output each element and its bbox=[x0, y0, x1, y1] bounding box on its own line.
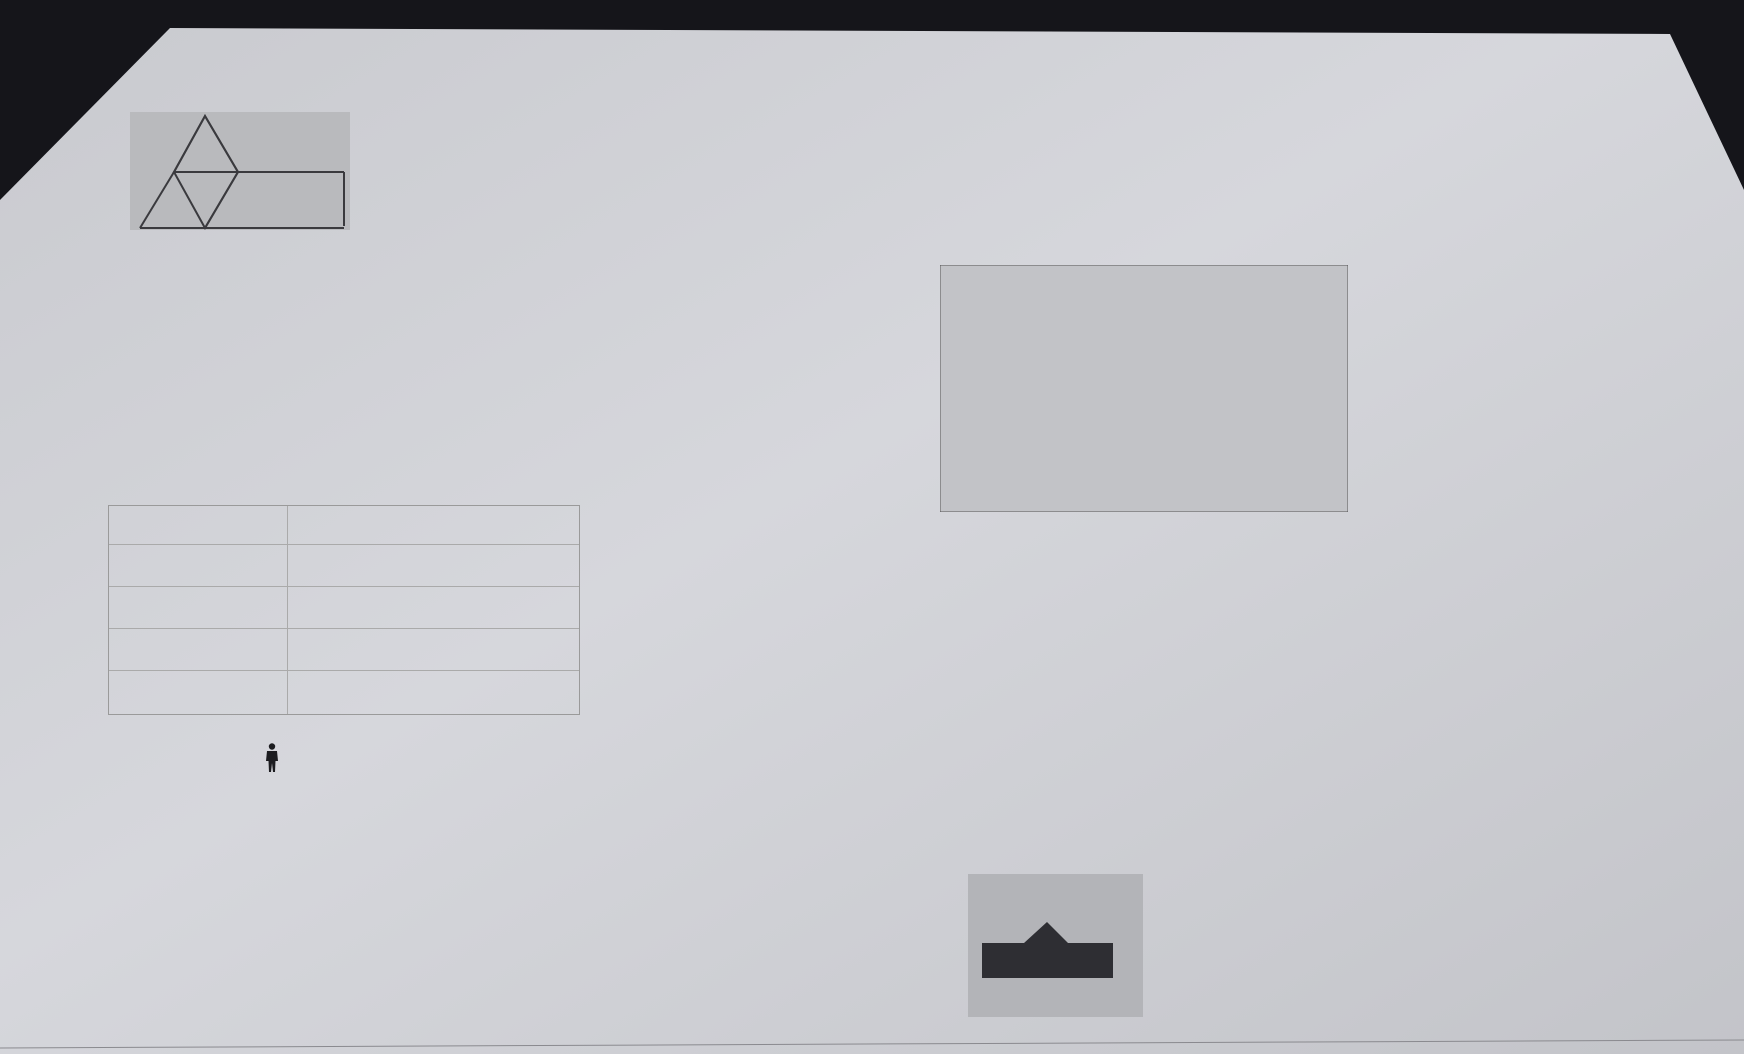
pictogram-icons-menulis bbox=[294, 676, 564, 710]
pictogram-icons-menyanyi bbox=[304, 550, 574, 584]
grid-figure bbox=[968, 874, 1143, 1017]
person-icon bbox=[265, 743, 279, 773]
pictogram-divider bbox=[287, 506, 288, 714]
pictogram-icons-menggambar bbox=[304, 592, 574, 626]
pictogram-table bbox=[108, 505, 580, 715]
pictogram-icons-menari bbox=[304, 634, 574, 668]
decomposition-figure bbox=[130, 112, 350, 230]
bar-chart bbox=[940, 265, 1348, 512]
